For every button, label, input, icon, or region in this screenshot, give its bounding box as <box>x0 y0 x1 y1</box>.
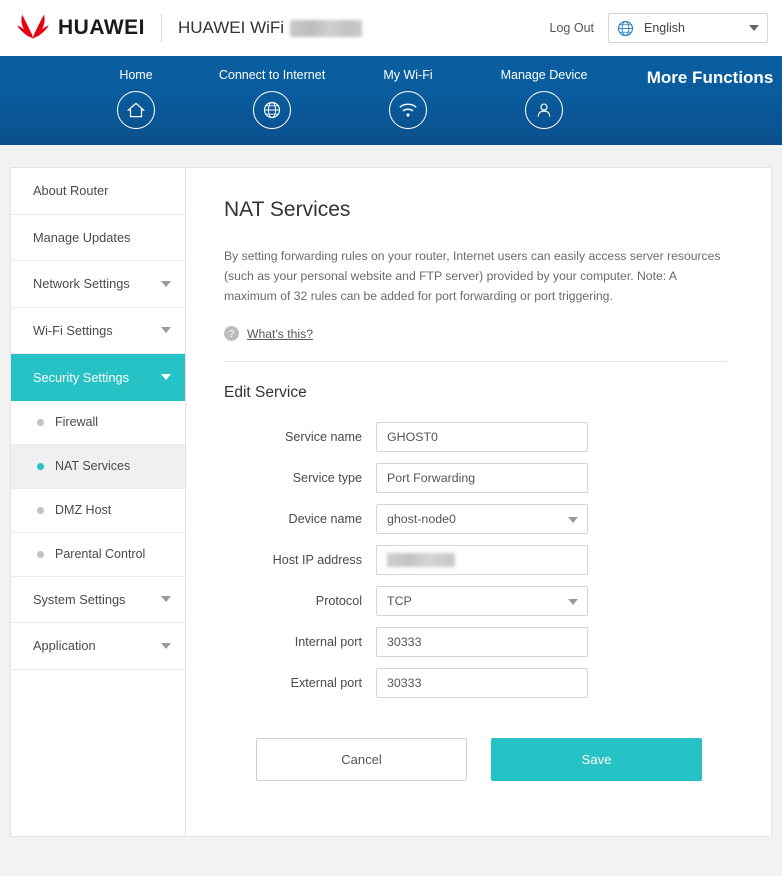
label-protocol: Protocol <box>315 594 362 609</box>
nav-label-morefunctions: More Functions <box>646 68 774 87</box>
device-name-select[interactable] <box>376 504 588 534</box>
sidebar-label-security-settings: Security Settings <box>33 369 130 385</box>
huawei-flower-icon <box>16 13 50 43</box>
sidebar-item-security-settings[interactable] <box>11 354 185 401</box>
sidebar-label-about-router: About Router <box>33 183 109 199</box>
service-name-input[interactable]: GHOST0 <box>376 422 588 452</box>
chevron-up-icon <box>161 374 171 380</box>
page-title: NAT Services <box>224 198 351 221</box>
nav-item-more-functions[interactable] <box>640 56 780 88</box>
top-bar-right <box>550 13 768 43</box>
router-title <box>178 18 362 38</box>
cancel-button[interactable]: Cancel <box>256 738 467 781</box>
sidebar-label-application: Application <box>33 638 96 654</box>
nav-item-manage-device[interactable] <box>500 56 588 129</box>
form-row-external-port <box>224 668 727 698</box>
host-ip-redacted <box>387 553 455 567</box>
question-mark-icon: ? <box>224 326 239 341</box>
chevron-down-icon <box>568 517 578 523</box>
header-divider <box>161 14 162 42</box>
globe-icon <box>617 20 634 37</box>
form-actions <box>224 738 727 781</box>
host-ip-address-input[interactable] <box>376 545 588 575</box>
nav-item-connect-to-internet[interactable] <box>218 56 326 129</box>
nav-label-managedevice: Manage Device <box>500 68 588 82</box>
router-name-redacted <box>290 20 362 37</box>
sidebar-subitem-firewall[interactable] <box>11 401 185 445</box>
chevron-down-icon <box>161 596 171 602</box>
wifi-icon <box>389 91 427 129</box>
protocol-value: TCP <box>387 594 412 609</box>
sidebar-subitem-dmz-host[interactable] <box>11 489 185 533</box>
save-button[interactable]: Save <box>491 738 702 781</box>
label-device-name: Device name <box>288 512 362 527</box>
sidebar <box>11 168 186 836</box>
nav-label-connect: Connect to Internet <box>218 68 326 82</box>
bullet-icon <box>37 419 44 426</box>
sidebar-sublabel-nat-services: NAT Services <box>55 459 131 473</box>
device-name-value: ghost-node0 <box>387 512 456 527</box>
sidebar-sublabel-parental-control: Parental Control <box>55 547 146 561</box>
main-navigation <box>0 56 782 145</box>
user-icon <box>525 91 563 129</box>
sidebar-item-manage-updates[interactable] <box>11 215 185 262</box>
home-icon <box>117 91 155 129</box>
globe-icon <box>253 91 291 129</box>
whats-this-link[interactable] <box>224 326 727 341</box>
label-host-ip-address: Host IP address <box>272 553 362 568</box>
form-row-service-type <box>224 463 727 493</box>
page-body <box>0 145 782 876</box>
sidebar-item-application[interactable] <box>11 623 185 670</box>
page-description: By setting forwarding rules on your router, Internet users can easily access server resources (such as your personal website and FTP server) provided by your computer. Note: A maximum of 32 rules can be added for port forwarding or port triggering. <box>224 249 721 304</box>
language-value: English <box>644 21 685 35</box>
section-divider <box>224 361 727 362</box>
sidebar-label-network-settings: Network Settings <box>33 276 130 292</box>
brand-logo <box>16 13 145 43</box>
sidebar-item-about-router[interactable] <box>11 168 185 215</box>
main-content <box>186 168 771 836</box>
bullet-icon <box>37 507 44 514</box>
form-row-host-ip-address <box>224 545 727 575</box>
whats-this-label: What's this? <box>247 326 313 341</box>
sidebar-item-network-settings[interactable] <box>11 261 185 308</box>
top-bar <box>0 0 782 56</box>
chevron-down-icon <box>568 599 578 605</box>
section-title: Edit Service <box>224 384 307 402</box>
sidebar-item-wifi-settings[interactable] <box>11 308 185 355</box>
form-row-protocol <box>224 586 727 616</box>
protocol-select[interactable] <box>376 586 588 616</box>
service-type-input[interactable]: Port Forwarding <box>376 463 588 493</box>
bullet-icon <box>37 551 44 558</box>
nav-label-mywifi: My Wi-Fi <box>383 68 433 82</box>
external-port-input[interactable]: 30333 <box>376 668 588 698</box>
internal-port-input[interactable]: 30333 <box>376 627 588 657</box>
bullet-icon <box>37 463 44 470</box>
label-service-type: Service type <box>292 471 362 486</box>
label-internal-port: Internal port <box>294 635 362 650</box>
nav-item-my-wifi[interactable] <box>368 56 448 129</box>
label-external-port: External port <box>290 676 362 691</box>
chevron-down-icon <box>161 281 171 287</box>
logout-button[interactable]: Log Out <box>549 21 594 35</box>
sidebar-sublabel-dmz-host: DMZ Host <box>55 503 112 517</box>
sidebar-sublabel-firewall: Firewall <box>55 415 99 429</box>
brand-name: HUAWEI <box>58 16 145 39</box>
router-title-text: HUAWEI WiFi <box>178 18 285 37</box>
sidebar-label-system-settings: System Settings <box>33 591 126 607</box>
form-row-internal-port <box>224 627 727 657</box>
sidebar-subitem-parental-control[interactable] <box>11 533 185 577</box>
sidebar-label-manage-updates: Manage Updates <box>33 229 131 245</box>
chevron-down-icon <box>161 327 171 333</box>
sidebar-subitem-nat-services[interactable] <box>11 445 185 489</box>
sidebar-item-system-settings[interactable] <box>11 577 185 624</box>
sidebar-label-wifi-settings: Wi-Fi Settings <box>33 322 113 338</box>
form-row-device-name <box>224 504 727 534</box>
nav-label-home: Home <box>119 68 153 82</box>
language-selector[interactable] <box>608 13 768 43</box>
form-row-service-name <box>224 422 727 452</box>
content-panel <box>10 167 772 837</box>
chevron-down-icon <box>161 643 171 649</box>
label-service-name: Service name <box>285 430 362 445</box>
chevron-down-icon <box>749 25 759 31</box>
nav-item-home[interactable] <box>96 56 176 129</box>
